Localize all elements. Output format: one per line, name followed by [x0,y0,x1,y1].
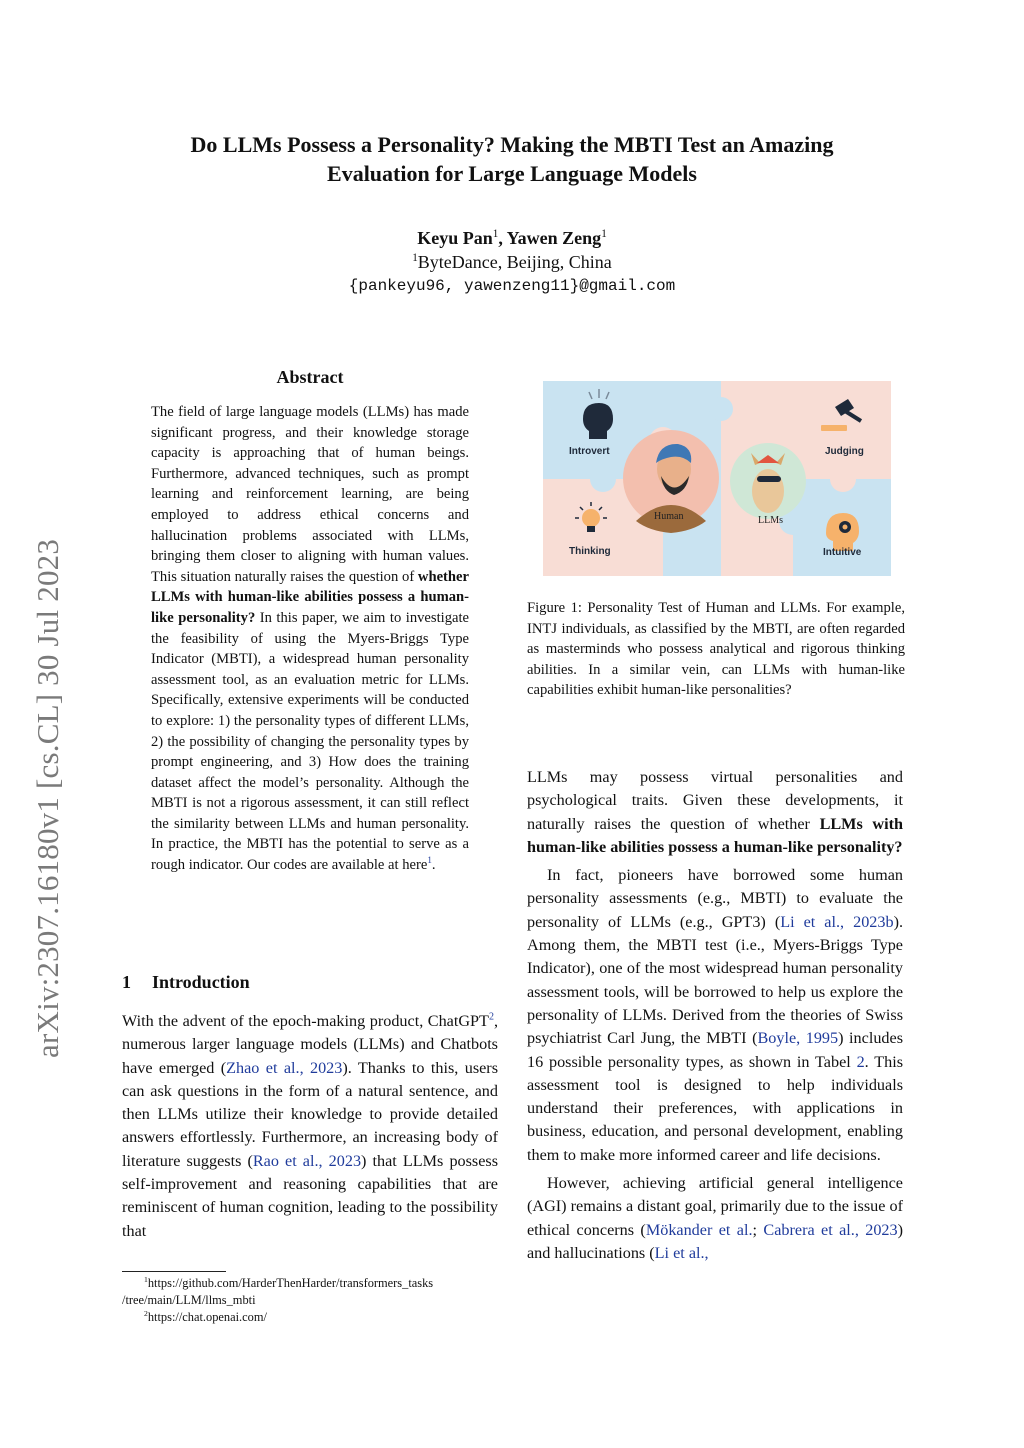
footnote [122,1275,502,1309]
paragraph-text: In fact, pioneers have borrowed some human personality assessments (e.g., MBTI) to evaluate the personality of LLMs (e.g., GPT3) ( [527,866,903,931]
figure-illustration [543,381,891,576]
citation-link[interactable]: Li et al., [654,1243,709,1262]
right-column-text [527,766,903,1265]
paragraph-text: ). Thanks to this, users can ask questions in the form of a natural sentence, and then LLMs utilize their knowledge to provide detailed answers effortlessly. Furthermore, an increasing body of literature suggests ( [122,1058,498,1170]
author-separator: , [498,228,507,248]
label-thinking: Thinking [569,546,611,557]
abstract-text: . [431,857,436,874]
figure-personality-test [543,381,891,576]
footnote-link[interactable]: 2 [488,1011,494,1023]
paragraph [527,766,903,859]
abstract-body [151,402,469,876]
author-affiliation-mark: 1 [601,228,607,240]
affiliation-mark: 1 [412,252,418,264]
author-name: Keyu Pan [417,228,493,248]
footnote-link[interactable]: 1 [427,855,432,866]
author-name: Yawen Zeng [506,228,602,248]
citation-link[interactable]: Boyle, 1995 [757,1029,839,1048]
footnote-mark: 1 [144,1274,148,1284]
paper-title [100,130,924,188]
affiliation [0,251,1024,274]
footnote-url[interactable]: https://chat.openai.com/ [147,1310,267,1324]
paragraph-text: LLMs may possess virtual personalities and psychological traits. Given these developments, it naturally raises the question of whether [527,768,903,833]
research-question: LLMs with human-like abilities possess a human-like personality? [527,814,903,856]
paragraph-text: ) and hallucinations ( [527,1220,904,1262]
abstract-heading: Abstract [276,367,344,387]
footnote [122,1309,502,1326]
footnote-mark: 2 [144,1308,148,1318]
authors [0,227,1024,250]
introduction-paragraph [122,1010,498,1243]
lightbulb-base-icon [587,526,595,532]
label-judging: Judging [825,446,864,457]
paragraph-text: . This assessment tool is designed to help individuals understand their preferences, with applications in business, education, and personal development, enabling them to make more informed career and life decisions. [527,1052,903,1164]
puzzle-tab [709,397,733,421]
paragraph-text: With the advent of the epoch-making product, ChatGPT [122,1012,489,1030]
section-number: 1 [122,972,131,992]
lightbulb-icon [582,509,600,527]
paragraph-text: ) that LLMs possess self-improvement and reasoning capabilities that are reminiscent of human cognition, leading to the possibility that [122,1151,499,1240]
label-human: Human [654,511,684,522]
paragraph [527,864,903,1167]
abstract-question: whether LLMs with human-like abilities possess a human-like personality? [151,568,469,626]
puzzle-tab [830,466,856,492]
label-intuitive: Intuitive [823,547,862,558]
gear-hole-icon [843,525,848,530]
title-line-1: Do LLMs Possess a Personality? Making the MBTI Test an Amazing [190,132,834,157]
label-llms: LLMs [758,515,783,526]
llama-sunglasses [757,476,781,482]
abstract-text: The field of large language models (LLMs) has made significant progress, and their knowledge storage capacity is approaching that of human beings. Furthermore, advanced techniques, such as prompt learning and reinforcement learning, are being employed to address ethical concerns and hallucination problems associated with LLMs, bringing them closer to aligning with human values. This situation naturally raises the question of [151,404,469,585]
citation-link[interactable]: Zhao et al., 2023 [226,1058,343,1077]
author-email: {pankeyu96, yawenzeng11}@gmail.com [348,277,676,295]
section-title: Introduction [152,972,250,992]
citation-link[interactable]: Rao et al., 2023 [252,1151,362,1170]
paragraph-text: However, achieving artificial general intelligence (AGI) remains a distant goal, primarily due to the issue of ethical concerns ( [527,1174,903,1239]
label-introvert: Introvert [569,446,610,457]
figure-caption: Figure 1: Personality Test of Human and LLMs. For example, INTJ individuals, as classified by the MBTI, are often regarded as masterminds who possess analytical and rigorous thinking abilities. In a similar vein, can LLMs with human-like capabilities exhibit human-like personalities? [527,600,905,699]
paragraph [527,1172,903,1265]
citation-link[interactable]: Mökander et al. [645,1220,753,1239]
footnotes [122,1275,502,1326]
paragraph-text: ) includes 16 possible personality types, as shown in Tabel [527,1029,904,1071]
affiliation-text: ByteDance, Beijing, China [417,252,612,272]
llama-head [752,469,784,513]
arxiv-identifier: arXiv:2307.16180v1 [cs.CL] 30 Jul 2023 [30,538,65,1058]
author-affiliation-mark: 1 [492,228,499,240]
puzzle-tab [590,466,616,492]
abstract-text: In this paper, we aim to investigate the feasibility of using the Myers-Briggs Type Indicator (MBTI), a widespread human personality assessment tool, as an evaluation metric for LLMs. Specifically, extensive experiments will be conducted to explore: 1) the personality types of different LLMs, 2) the possibility of changing the personality types by prompt engineering, and 3) How does the training dataset affect the model’s personality. Although the MBTI is not a rigorous assessment, it can still reflect the similarity between LLMs and human personality. In practice, the MBTI has the potential to serve as a rough indicator. Our codes are available at here [151,609,470,874]
paragraph-text: , numerous larger language models (LLMs) and Chatbots have emerged ( [122,1012,498,1077]
table-reference-link[interactable]: 2 [856,1052,865,1071]
title-line-2: Evaluation for Large Language Models [327,161,697,186]
section-heading [122,972,250,993]
paragraph-text: ). Among them, the MBTI test (i.e., Myers-Briggs Type Indicator), one of the most widespread human personality assessment tools, will be borrowed to help us explore the personality of LLMs. Derived from the theories of Swiss psychiatrist Carl Jung, the MBTI ( [527,912,904,1048]
citation-link[interactable]: Li et al., 2023b [780,912,894,931]
footnote-url[interactable]: https://github.com/HarderThenHarder/transformers_tasks /tree/main/LLM/llms_mbti [122,1276,434,1307]
footnote-divider [122,1271,226,1272]
gavel-base-icon [821,425,847,431]
citation-link[interactable]: Cabrera et al., 2023 [763,1220,898,1239]
paragraph-text: ; [752,1220,764,1239]
